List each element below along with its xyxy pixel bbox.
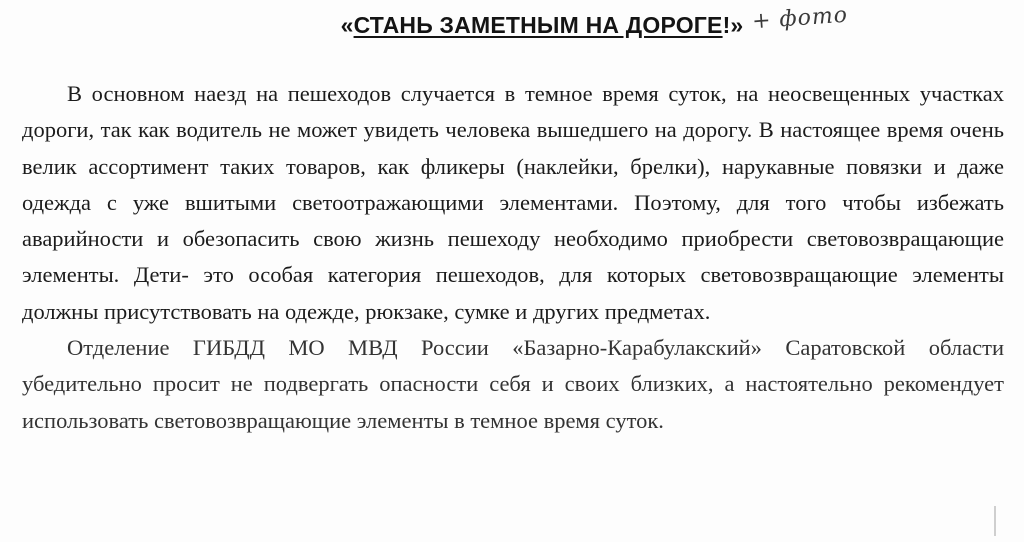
- title-underlined-text: СТАНЬ ЗАМЕТНЫМ НА ДОРОГЕ: [353, 12, 723, 38]
- scan-edge-mark: [994, 506, 996, 536]
- paragraph-1: В основном наезд на пешеходов случается в темное время суток, на неосвещенных участках дороги, так как водитель не может увидеть человека вышедшего на дорогу. В настоящее время очень велик ассортимент таких товаров, как фликеры (наклейки, брелки), нарукавные повязки и даже одежда с уже вшитыми светоотражающими элементами. Поэтому, для того чтобы избежать аварийности и обезопасить свою жизнь пешеходу необходимо приобрести световозвращающие элементы. Дети- это особая категория пешеходов, для которых световозвращающие элементы должны присутствовать на одежде, рюкзаке, сумке и других предметах.: [22, 81, 1004, 324]
- title-row: [0, 12, 1024, 52]
- handwritten-note: + фото: [751, 2, 849, 35]
- paragraph-2: Отделение ГИБДД МО МВД России «Базарно-Карабулакский» Саратовской области убедительно просит не подвергать опасности себя и своих близких, а настоятельно рекомендует использовать световозвращающие элементы в темное время суток.: [22, 335, 1004, 433]
- title-open-quote: «: [340, 12, 354, 38]
- body-text: [22, 76, 1004, 439]
- document-title: [341, 12, 744, 39]
- title-close: !»: [722, 12, 744, 38]
